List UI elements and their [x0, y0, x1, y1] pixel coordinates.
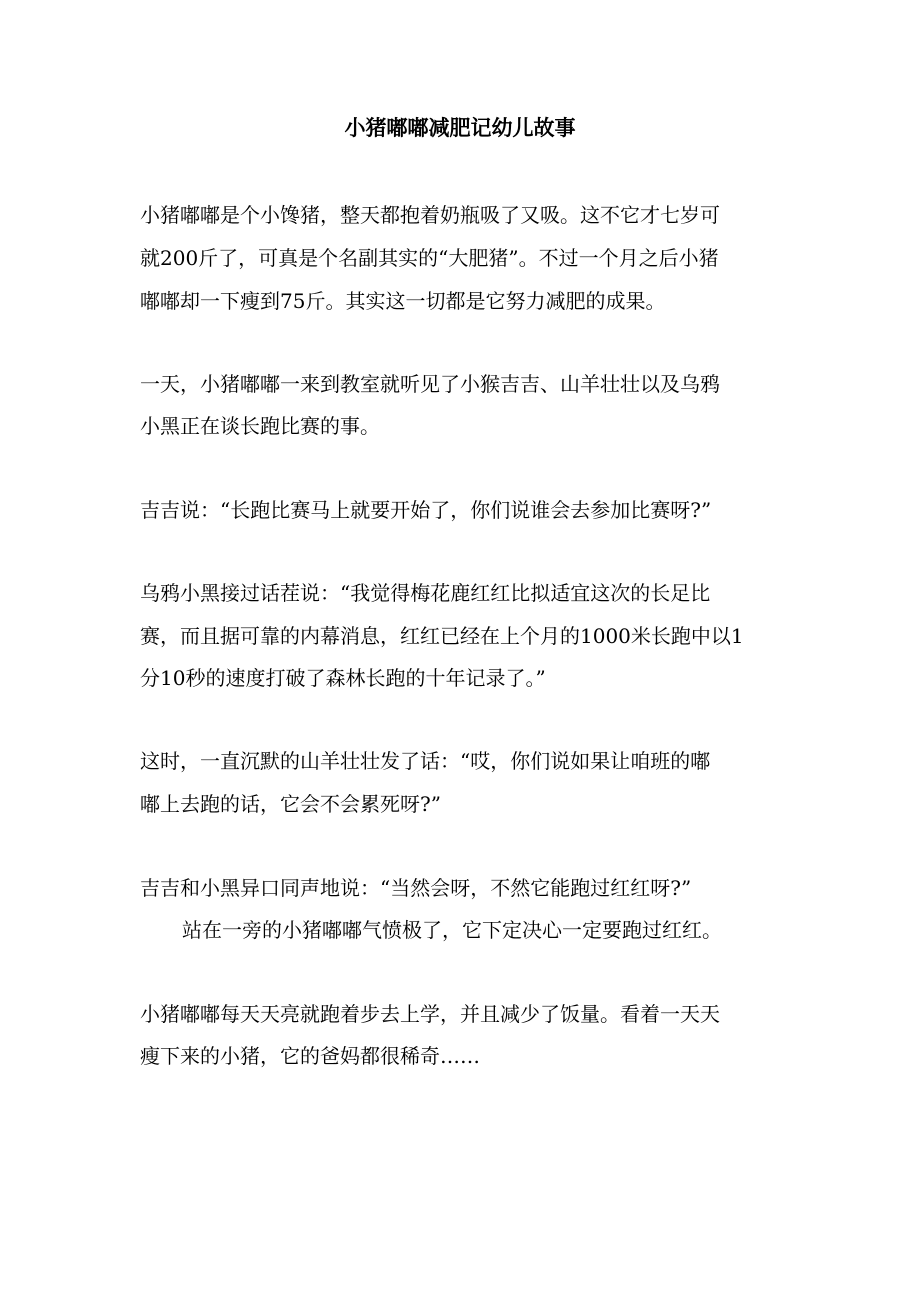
- paragraph-line: 这时，一直沉默的山羊壮壮发了话：“哎，你们说如果让咱班的嘟: [140, 749, 711, 773]
- paragraph-line: 一天，小猪嘟嘟一来到教室就听见了小猴吉吉、山羊壮壮以及乌鸦: [140, 372, 720, 396]
- paragraph-line: 站在一旁的小猪嘟嘟气愤极了，它下定决心一定要跑过红红。: [182, 918, 722, 942]
- paragraph-line: 瘦下来的小猪，它的爸妈都很稀奇……: [140, 1044, 480, 1068]
- paragraph-line: 小猪嘟嘟是个小馋猪，整天都抱着奶瓶吸了又吸。这不它才七岁可: [140, 203, 720, 227]
- paragraph-line: 嘟嘟却一下瘦到75斤。其实这一切都是它努力减肥的成果。: [140, 289, 666, 313]
- paragraph-line: 就200斤了，可真是个名副其实的“大肥猪”。不过一个月之后小猪: [140, 246, 719, 270]
- paragraph-line: 小猪嘟嘟每天天亮就跑着步去上学，并且减少了饭量。看着一天天: [140, 1002, 720, 1026]
- document-title: 小猪嘟嘟减肥记幼儿故事: [344, 115, 576, 140]
- paragraph-line: 嘟上去跑的话，它会不会累死呀?”: [140, 792, 441, 816]
- paragraph-line: 吉吉说：“长跑比赛马上就要开始了，你们说谁会去参加比赛呀?”: [140, 498, 712, 522]
- paragraph-line: 分10秒的速度打破了森林长跑的十年记录了。”: [140, 666, 546, 690]
- paragraph-line: 小黑正在谈长跑比赛的事。: [140, 414, 380, 438]
- paragraph-line: 吉吉和小黑异口同声地说：“当然会呀，不然它能跑过红红呀?”: [140, 876, 692, 900]
- paragraph-line: 乌鸦小黑接过话茬说：“我觉得梅花鹿红红比拟适宜这次的长足比: [140, 581, 711, 605]
- paragraph-line: 赛，而且据可靠的内幕消息，红红已经在上个月的1000米长跑中以1: [140, 624, 744, 648]
